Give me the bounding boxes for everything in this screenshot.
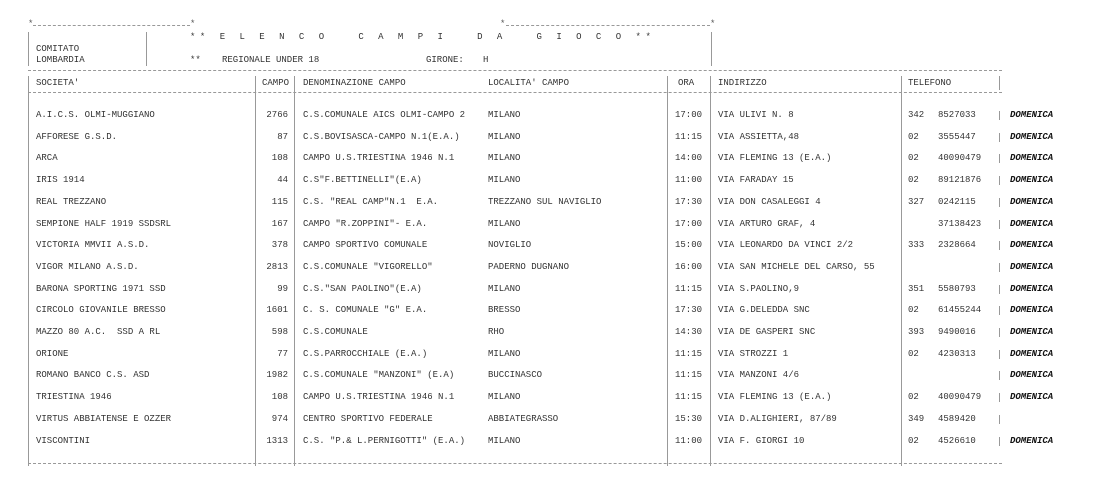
col-societa: SOCIETA'	[36, 78, 80, 88]
cell-localita: MILANO	[488, 436, 521, 446]
cell-ora: 11:15	[675, 349, 703, 359]
cell-campo: 108	[271, 153, 288, 163]
cell-indirizzo: VIA S.PAOLINO,9	[718, 284, 800, 294]
col-ora: ORA	[678, 78, 695, 88]
cell-denominazione: CAMPO U.S.TRIESTINA 1946 N.1	[303, 392, 455, 402]
frame-corner: *	[710, 19, 716, 29]
cell-societa: ARCA	[36, 153, 58, 163]
cell-localita: MILANO	[488, 284, 521, 294]
cell-localita: MILANO	[488, 349, 521, 359]
girone-value: H	[483, 55, 489, 65]
cell-societa: MAZZO 80 A.C. SSD A RL	[36, 327, 161, 337]
cell-localita: RHO	[488, 327, 505, 337]
divider	[28, 70, 1002, 71]
cell-tel: 40090479	[938, 153, 982, 163]
column-rule	[667, 76, 668, 466]
column-rule	[294, 76, 295, 466]
cell-societa: VIRTUS ABBIATENSE E OZZER	[36, 414, 172, 424]
col-localita: LOCALITA' CAMPO	[488, 78, 570, 88]
cell-denominazione: CAMPO U.S.TRIESTINA 1946 N.1	[303, 153, 455, 163]
cell-campo: 1601	[266, 305, 288, 315]
cell-campo: 2813	[266, 262, 288, 272]
cell-ora: 11:15	[675, 132, 703, 142]
column-rule	[999, 371, 1000, 380]
cell-indirizzo: VIA LEONARDO DA VINCI 2/2	[718, 240, 854, 250]
cell-indirizzo: VIA STROZZI 1	[718, 349, 789, 359]
cell-campo: 974	[271, 414, 288, 424]
column-rule	[901, 76, 902, 466]
cell-pref: 349	[908, 414, 925, 424]
frame-corner: *	[500, 19, 506, 29]
cell-tel: 0242115	[938, 197, 976, 207]
cell-giorno: DOMENICA	[1010, 392, 1054, 402]
comitato-value: LOMBARDIA	[36, 55, 85, 65]
cell-tel: 40090479	[938, 392, 982, 402]
cell-denominazione: C.S.PARROCCHIALE (E.A.)	[303, 349, 428, 359]
category-prefix: **	[190, 55, 201, 65]
column-rule	[999, 198, 1000, 207]
cell-denominazione: C.S. "REAL CAMP"N.1 E.A.	[303, 197, 439, 207]
cell-pref: 02	[908, 305, 919, 315]
col-denominazione: DENOMINAZIONE CAMPO	[303, 78, 406, 88]
col-campo: CAMPO	[262, 78, 290, 88]
column-rule	[710, 76, 711, 466]
divider	[28, 463, 1002, 464]
cell-pref: 351	[908, 284, 925, 294]
cell-localita: MILANO	[488, 153, 521, 163]
cell-societa: ORIONE	[36, 349, 69, 359]
cell-indirizzo: VIA SAN MICHELE DEL CARSO, 55	[718, 262, 875, 272]
column-rule	[999, 393, 1000, 402]
cell-giorno: DOMENICA	[1010, 436, 1054, 446]
cell-pref: 327	[908, 197, 925, 207]
comitato-label: COMITATO	[36, 44, 80, 54]
cell-pref: 333	[908, 240, 925, 250]
cell-tel: 5580793	[938, 284, 976, 294]
column-rule	[999, 76, 1000, 90]
cell-tel: 4230313	[938, 349, 976, 359]
cell-societa: REAL TREZZANO	[36, 197, 107, 207]
cell-ora: 17:00	[675, 110, 703, 120]
col-indirizzo: INDIRIZZO	[718, 78, 767, 88]
cell-campo: 99	[277, 284, 288, 294]
cell-tel: 2328664	[938, 240, 976, 250]
cell-tel: 8527033	[938, 110, 976, 120]
cell-indirizzo: VIA ARTURO GRAF, 4	[718, 219, 816, 229]
cell-denominazione: C.S.COMUNALE "MANZONI" (E.A)	[303, 370, 455, 380]
cell-tel: 4526610	[938, 436, 976, 446]
cell-societa: AFFORESE G.S.D.	[36, 132, 118, 142]
cell-tel: 37138423	[938, 219, 982, 229]
divider	[506, 25, 710, 26]
cell-denominazione: C.S"F.BETTINELLI"(E.A)	[303, 175, 422, 185]
page-title: ** E L E N C O C A M P I D A G I O C O **	[190, 32, 656, 42]
divider	[711, 32, 712, 66]
cell-campo: 598	[271, 327, 288, 337]
cell-societa: TRIESTINA 1946	[36, 392, 112, 402]
cell-giorno: DOMENICA	[1010, 305, 1054, 315]
cell-localita: MILANO	[488, 132, 521, 142]
column-rule	[999, 285, 1000, 294]
cell-giorno: DOMENICA	[1010, 370, 1054, 380]
cell-giorno: DOMENICA	[1010, 219, 1054, 229]
cell-giorno: DOMENICA	[1010, 327, 1054, 337]
cell-societa: CIRCOLO GIOVANILE BRESSO	[36, 305, 166, 315]
cell-indirizzo: VIA ULIVI N. 8	[718, 110, 794, 120]
cell-localita: MILANO	[488, 219, 521, 229]
cell-campo: 108	[271, 392, 288, 402]
cell-localita: NOVIGLIO	[488, 240, 532, 250]
cell-ora: 14:30	[675, 327, 703, 337]
cell-indirizzo: VIA ASSIETTA,48	[718, 132, 800, 142]
cell-societa: ROMANO BANCO C.S. ASD	[36, 370, 150, 380]
category: REGIONALE UNDER 18	[222, 55, 320, 65]
cell-pref: 02	[908, 349, 919, 359]
cell-denominazione: C.S.BOVISASCA-CAMPO N.1(E.A.)	[303, 132, 460, 142]
column-rule	[999, 111, 1000, 120]
cell-pref: 02	[908, 175, 919, 185]
cell-denominazione: C.S.COMUNALE "VIGORELLO"	[303, 262, 433, 272]
cell-pref: 02	[908, 153, 919, 163]
cell-denominazione: CAMPO SPORTIVO COMUNALE	[303, 240, 428, 250]
cell-pref: 02	[908, 392, 919, 402]
frame-corner: *	[190, 19, 196, 29]
cell-indirizzo: VIA FLEMING 13 (E.A.)	[718, 392, 832, 402]
cell-campo: 1982	[266, 370, 288, 380]
cell-pref: 02	[908, 132, 919, 142]
cell-giorno: DOMENICA	[1010, 110, 1054, 120]
column-rule	[999, 220, 1000, 229]
cell-indirizzo: VIA MANZONI 4/6	[718, 370, 800, 380]
cell-indirizzo: VIA G.DELEDDA SNC	[718, 305, 810, 315]
cell-campo: 2766	[266, 110, 288, 120]
divider	[28, 92, 1002, 93]
cell-localita: BUCCINASCO	[488, 370, 543, 380]
cell-campo: 167	[271, 219, 288, 229]
cell-ora: 11:00	[675, 175, 703, 185]
cell-ora: 14:00	[675, 153, 703, 163]
cell-giorno: DOMENICA	[1010, 175, 1054, 185]
cell-ora: 17:30	[675, 305, 703, 315]
cell-indirizzo: VIA D.ALIGHIERI, 87/89	[718, 414, 837, 424]
cell-campo: 44	[277, 175, 288, 185]
cell-denominazione: C. S. COMUNALE "G" E.A.	[303, 305, 428, 315]
cell-pref: 342	[908, 110, 925, 120]
cell-campo: 378	[271, 240, 288, 250]
cell-localita: MILANO	[488, 110, 521, 120]
cell-giorno: DOMENICA	[1010, 240, 1054, 250]
cell-denominazione: C.S.COMUNALE AICS OLMI-CAMPO 2	[303, 110, 466, 120]
column-rule	[255, 76, 256, 466]
cell-societa: BARONA SPORTING 1971 SSD	[36, 284, 166, 294]
cell-indirizzo: VIA DON CASALEGGI 4	[718, 197, 821, 207]
cell-denominazione: C.S. "P.& L.PERNIGOTTI" (E.A.)	[303, 436, 466, 446]
divider	[33, 25, 190, 26]
column-rule	[999, 176, 1000, 185]
cell-indirizzo: VIA FLEMING 13 (E.A.)	[718, 153, 832, 163]
cell-indirizzo: VIA F. GIORGI 10	[718, 436, 805, 446]
column-rule	[999, 154, 1000, 163]
cell-giorno: DOMENICA	[1010, 132, 1054, 142]
cell-localita: TREZZANO SUL NAVIGLIO	[488, 197, 602, 207]
cell-ora: 17:30	[675, 197, 703, 207]
divider	[28, 32, 29, 66]
column-rule	[999, 415, 1000, 424]
cell-campo: 87	[277, 132, 288, 142]
column-rule	[999, 263, 1000, 272]
cell-denominazione: CAMPO "R.ZOPPINI"- E.A.	[303, 219, 428, 229]
cell-ora: 15:00	[675, 240, 703, 250]
cell-localita: BRESSO	[488, 305, 521, 315]
cell-tel: 9490016	[938, 327, 976, 337]
cell-societa: VICTORIA MMVII A.S.D.	[36, 240, 150, 250]
girone-label: GIRONE:	[426, 55, 464, 65]
column-rule	[999, 306, 1000, 315]
cell-ora: 15:30	[675, 414, 703, 424]
column-rule	[999, 328, 1000, 337]
divider	[146, 32, 147, 66]
cell-giorno: DOMENICA	[1010, 153, 1054, 163]
cell-ora: 17:00	[675, 219, 703, 229]
cell-localita: ABBIATEGRASSO	[488, 414, 559, 424]
cell-giorno: DOMENICA	[1010, 284, 1054, 294]
cell-tel: 89121876	[938, 175, 982, 185]
cell-tel: 4589420	[938, 414, 976, 424]
frame-corner: *	[28, 19, 34, 29]
cell-ora: 11:15	[675, 392, 703, 402]
cell-campo: 1313	[266, 436, 288, 446]
cell-ora: 11:15	[675, 284, 703, 294]
col-telefono: TELEFONO	[908, 78, 952, 88]
cell-giorno: DOMENICA	[1010, 262, 1054, 272]
cell-ora: 11:15	[675, 370, 703, 380]
cell-denominazione: C.S."SAN PAOLINO"(E.A)	[303, 284, 422, 294]
column-rule	[999, 133, 1000, 142]
cell-ora: 16:00	[675, 262, 703, 272]
cell-denominazione: CENTRO SPORTIVO FEDERALE	[303, 414, 433, 424]
cell-pref: 02	[908, 436, 919, 446]
cell-giorno: DOMENICA	[1010, 197, 1054, 207]
cell-pref: 393	[908, 327, 925, 337]
cell-campo: 77	[277, 349, 288, 359]
cell-denominazione: C.S.COMUNALE	[303, 327, 368, 337]
cell-localita: MILANO	[488, 392, 521, 402]
cell-societa: A.I.C.S. OLMI-MUGGIANO	[36, 110, 155, 120]
cell-societa: IRIS 1914	[36, 175, 85, 185]
cell-societa: VISCONTINI	[36, 436, 91, 446]
cell-campo: 115	[271, 197, 288, 207]
cell-ora: 11:00	[675, 436, 703, 446]
cell-indirizzo: VIA FARADAY 15	[718, 175, 794, 185]
cell-indirizzo: VIA DE GASPERI SNC	[718, 327, 816, 337]
cell-tel: 3555447	[938, 132, 976, 142]
column-rule	[999, 241, 1000, 250]
cell-tel: 61455244	[938, 305, 982, 315]
cell-societa: SEMPIONE HALF 1919 SSDSRL	[36, 219, 172, 229]
cell-giorno: DOMENICA	[1010, 349, 1054, 359]
cell-localita: PADERNO DUGNANO	[488, 262, 570, 272]
column-rule	[28, 76, 29, 466]
cell-localita: MILANO	[488, 175, 521, 185]
column-rule	[999, 437, 1000, 446]
column-rule	[999, 350, 1000, 359]
cell-societa: VIGOR MILANO A.S.D.	[36, 262, 139, 272]
